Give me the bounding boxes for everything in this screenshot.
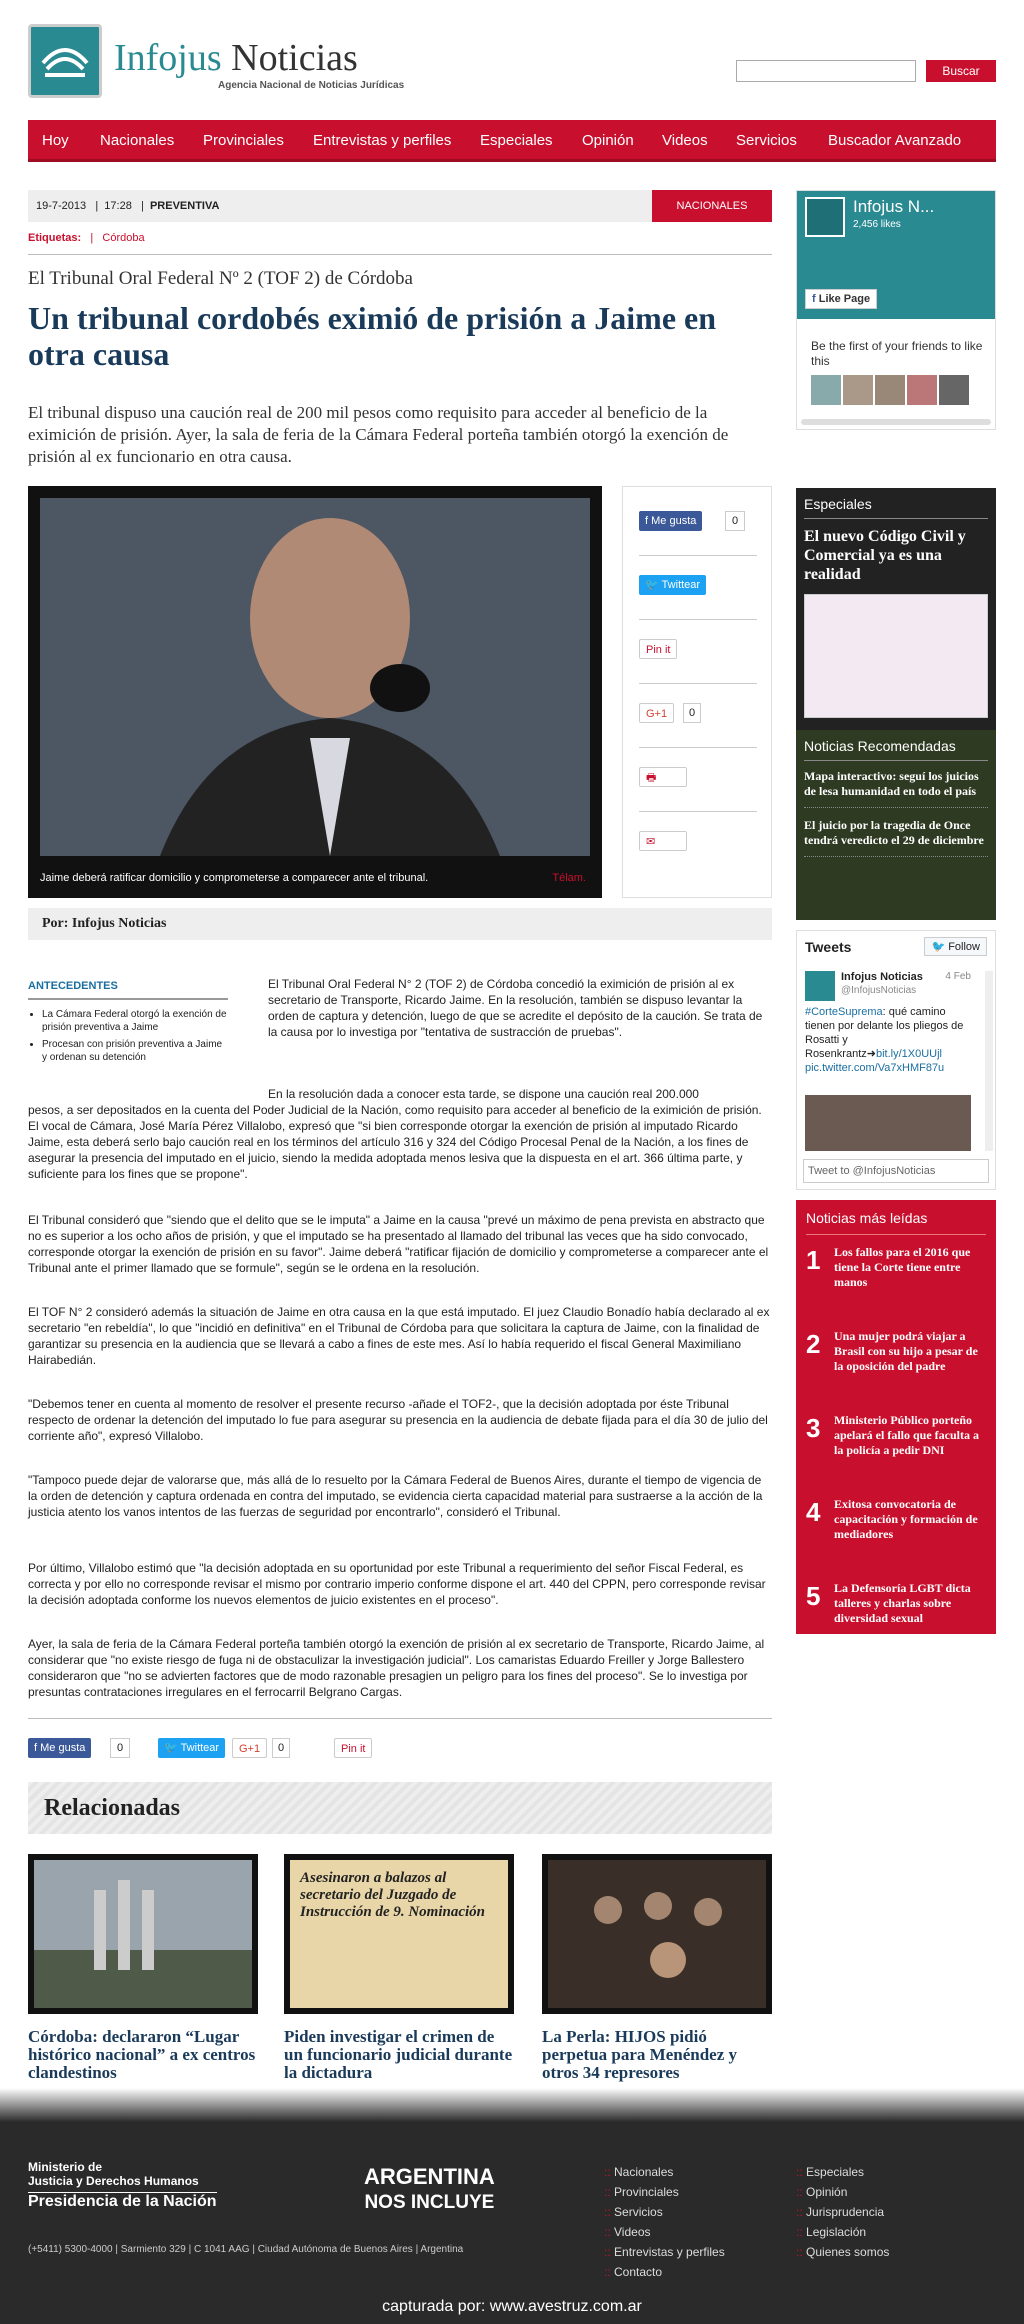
facebook-like-button[interactable] bbox=[28, 1738, 91, 1758]
facebook-like-label: Me gusta bbox=[651, 515, 697, 527]
nav-item-nacionales[interactable]: Nacionales bbox=[100, 132, 175, 149]
tweet-date[interactable]: 4 Feb bbox=[945, 971, 971, 982]
fb-friends-text: Be the first of your friends to like this bbox=[811, 339, 983, 368]
article-photo bbox=[28, 486, 602, 898]
share-separator bbox=[639, 555, 757, 556]
footer-links-2 bbox=[796, 2162, 889, 2262]
gplus-count: 0 bbox=[272, 1738, 290, 1758]
avatar bbox=[875, 375, 905, 405]
mas-leida-item[interactable] bbox=[806, 1581, 986, 1665]
twitter-icon: 🐦 bbox=[164, 1742, 178, 1754]
mas-leida-title[interactable]: Una mujer podrá viajar a Brasil con su hijo a pesar de la oposición del padre bbox=[834, 1329, 978, 1373]
section-tag[interactable]: NACIONALES bbox=[652, 190, 772, 222]
antecedente-link[interactable]: • La Cámara Federal otorgó la exención de prisión preventiva a Jaime bbox=[42, 1008, 228, 1034]
infojus-logo-icon bbox=[805, 197, 845, 237]
article-paragraph: El Tribunal Oral Federal N° 2 (TOF 2) de Córdoba concedió la eximición de prisión al ex secretario de Transporte, Ricardo Jaime. En la resolución, también se dispuso levantar la orden de captura y detención, luego de que se acredite el depósito de la caución. Se trata de la causa por lo investiga por "tentativa de sustracción de pruebas". bbox=[268, 977, 763, 1039]
bottom-share-bar bbox=[28, 1738, 772, 1762]
facebook-icon: f bbox=[34, 1742, 38, 1754]
gplus-button[interactable]: G+1 bbox=[639, 703, 674, 723]
footer-link[interactable]: :: Jurisprudencia bbox=[796, 2202, 889, 2222]
nav-item-opinion[interactable]: Opinión bbox=[582, 132, 634, 149]
ministry-line: Ministerio de bbox=[28, 2160, 103, 2174]
twitter-button[interactable] bbox=[158, 1738, 225, 1758]
tweet-link[interactable]: pic.twitter.com/Va7xHMF87u bbox=[805, 1062, 945, 1074]
mas-leida-item[interactable] bbox=[806, 1329, 986, 1413]
avatar bbox=[907, 375, 937, 405]
especiales-title: Especiales bbox=[804, 496, 988, 519]
antecedentes-title: ANTECEDENTES bbox=[28, 980, 228, 1000]
antecedentes-box bbox=[28, 980, 228, 1068]
print-button[interactable] bbox=[639, 767, 687, 787]
footer-link[interactable]: :: Legislación bbox=[796, 2222, 889, 2242]
nav-item-buscador[interactable]: Buscador Avanzado bbox=[828, 132, 962, 149]
pinterest-button[interactable]: Pin it bbox=[334, 1738, 372, 1758]
facebook-like-label: Me gusta bbox=[40, 1742, 86, 1754]
rank-number: 3 bbox=[806, 1413, 821, 1443]
share-separator bbox=[639, 683, 757, 684]
antecedente-link[interactable]: • Procesan con prisión preventiva a Jaime y ordenan su detención bbox=[42, 1038, 228, 1064]
article-paragraph: "Tampoco puede dejar de valorarse que, más allá de lo resuelto por la Cámara Federal de Buenos Aires, durante el tiempo de vigencia de la orden de detención y captura ordenada en contra del imputado, se evidencia cierta capacidad material para sustraerse a la acción de la justicia atento los vanos intentos de las fuerzas de seguridad por encontrarlo", consideró el Tribunal. bbox=[28, 1473, 763, 1519]
footer-links-1 bbox=[604, 2162, 725, 2282]
article-paragraph: El Tribunal consideró que "siendo que el delito que se le imputa" a Jaime en la causa "prevé un máximo de pena prevista en abstracto que no es superior a los ocho años de prisión, y que el imputado se ha presentado al llamado del tribunal las veces que ha sido convocado, corresponde otorgar la exención de prisión en su favor". Jaime deberá "ratificar fijación de domicilio y comprometerse a comparecer ante el Tribunal ante el primer llamado que se formule", según se le ordena en la resolución. bbox=[28, 1213, 769, 1275]
article-paragraph: El TOF N° 2 consideró además la situación de Jaime en otra causa en la que está imputado. El juez Claudio Bonadío había declarado al ex secretario "en rebeldía", lo que "incidió en definitiva" en el Tribunal de Córdoba para que solicitara la captura de Jaime, con la finalidad de garantizar su presencia en la audiencia que se llevará a cabo a fines de este mes. Así lo había requerido el fiscal General Maximiliano Hairabedián. bbox=[28, 1305, 770, 1367]
related-title[interactable]: Córdoba: declararon “Lugar histórico nacional” a ex centros clandestinos bbox=[28, 2027, 256, 2082]
footer-fade bbox=[0, 2088, 1024, 2122]
footer-link[interactable]: :: Entrevistas y perfiles bbox=[604, 2242, 725, 2262]
footer-link[interactable]: :: Provinciales bbox=[604, 2182, 725, 2202]
twitter-button[interactable] bbox=[639, 575, 706, 595]
facebook-page-widget[interactable] bbox=[796, 190, 996, 430]
tweet-hashtag[interactable]: #CorteSuprema bbox=[805, 1006, 883, 1018]
footer-link[interactable]: :: Contacto bbox=[604, 2262, 725, 2282]
photo-jaime bbox=[40, 498, 590, 856]
tweet-user[interactable]: Infojus Noticias bbox=[841, 971, 923, 983]
fb-page-name[interactable]: Infojus N... bbox=[853, 197, 935, 216]
facebook-icon: f bbox=[812, 293, 816, 305]
article-time: 17:28 bbox=[104, 200, 132, 212]
footer-link[interactable]: :: Opinión bbox=[796, 2182, 889, 2202]
tweet-image[interactable] bbox=[805, 1095, 971, 1151]
especiales-image[interactable] bbox=[804, 594, 988, 718]
article-author: Por: Infojus Noticias bbox=[28, 908, 772, 940]
especiales-headline[interactable]: El nuevo Código Civil y Comercial ya es una realidad bbox=[804, 528, 966, 583]
fb-like-count: 2,456 likes bbox=[853, 219, 901, 230]
nav-item-entrevistas[interactable]: Entrevistas y perfiles bbox=[313, 132, 452, 149]
avatar bbox=[805, 971, 835, 1001]
related-title[interactable]: La Perla: HIJOS pidió perpetua para Menéndez y otros 34 represores bbox=[542, 2027, 738, 2082]
argentina-line: ARGENTINA bbox=[364, 2164, 495, 2189]
facebook-like-button[interactable] bbox=[639, 511, 702, 531]
avatar bbox=[843, 375, 873, 405]
divider bbox=[28, 254, 772, 255]
nav-item-provinciales[interactable]: Provinciales bbox=[203, 132, 284, 149]
nav-item-hoy[interactable]: Hoy bbox=[42, 132, 69, 149]
ministry-line: Justicia y Derechos Humanos bbox=[28, 2174, 199, 2188]
share-separator bbox=[639, 811, 757, 812]
footer-link[interactable]: :: Nacionales bbox=[604, 2162, 725, 2182]
share-separator bbox=[639, 747, 757, 748]
fb-friend-avatars bbox=[811, 375, 987, 407]
gplus-count: 0 bbox=[683, 703, 701, 723]
related-item[interactable] bbox=[284, 1854, 514, 2082]
recomendadas-title: Noticias Recomendadas bbox=[804, 738, 988, 761]
site-header bbox=[28, 24, 996, 104]
rank-number: 2 bbox=[806, 1329, 821, 1359]
mas-leida-item[interactable] bbox=[806, 1413, 986, 1497]
recomendadas-box bbox=[796, 730, 996, 920]
twitter-follow-label: Follow bbox=[948, 941, 980, 953]
twitter-label: Twittear bbox=[180, 1742, 220, 1754]
recomendada-link[interactable]: El juicio por la tragedia de Once tendrá veredicto el 29 de diciembre bbox=[804, 818, 988, 857]
ministry-logo[interactable] bbox=[28, 2160, 217, 2209]
gplus-button[interactable]: G+1 bbox=[232, 1738, 267, 1758]
facebook-like-count: 0 bbox=[725, 511, 745, 531]
related-item[interactable] bbox=[542, 1854, 772, 2082]
divider bbox=[28, 1718, 772, 1719]
mas-leida-item[interactable] bbox=[806, 1497, 986, 1581]
related-image[interactable] bbox=[28, 1854, 258, 2014]
search-button[interactable]: Buscar bbox=[926, 60, 996, 82]
printer-icon: 🖶 bbox=[646, 772, 657, 784]
site-title[interactable]: Infojus Noticias bbox=[114, 37, 358, 79]
twitter-follow-button[interactable] bbox=[924, 937, 987, 956]
related-header: Relacionadas bbox=[28, 1782, 772, 1834]
tweets-scrollbar[interactable] bbox=[985, 971, 993, 1151]
pinterest-button[interactable]: Pin it bbox=[639, 639, 677, 659]
related-image[interactable] bbox=[542, 1854, 772, 2014]
mas-leida-title[interactable]: Los fallos para el 2016 que tiene la Corte tiene entre manos bbox=[834, 1245, 971, 1289]
nav-item-especiales[interactable]: Especiales bbox=[480, 132, 553, 149]
avatar bbox=[811, 375, 841, 405]
article-kicker: El Tribunal Oral Federal Nº 2 (TOF 2) de Córdoba bbox=[28, 268, 413, 289]
share-separator bbox=[639, 619, 757, 620]
main-nav bbox=[28, 120, 996, 162]
fb-scrollbar[interactable] bbox=[801, 419, 991, 425]
photo-credit: Télam. bbox=[552, 872, 586, 884]
mas-leida-title[interactable]: La Defensoría LGBT dicta talleres y charlas sobre diversidad sexual bbox=[834, 1581, 971, 1625]
facebook-icon: f bbox=[645, 515, 649, 527]
related-title[interactable]: Piden investigar el crimen de un funcionario judicial durante la dictadura bbox=[284, 2027, 513, 2082]
mas-leida-item[interactable] bbox=[806, 1245, 986, 1329]
mas-leida-title[interactable]: Ministerio Público porteño apelará el fallo que faculta a la policía a pedir DNI bbox=[834, 1413, 979, 1457]
site-subtitle: Agencia Nacional de Noticias Jurídicas bbox=[218, 80, 405, 91]
tweet-handle[interactable]: @InfojusNoticias bbox=[841, 985, 917, 996]
footer-link[interactable]: :: Videos bbox=[604, 2222, 725, 2242]
tweet-text: : qué camino tienen por delante los pliegos de Rosatti y Rosenkrantz➜ bbox=[805, 1006, 964, 1060]
article-paragraph: pesos, a ser depositados en la cuenta del Poder Judicial de la Nación, como requisito para acceder al beneficio de la eximición de prisión. El vocal de Cámara, José María Pérez Villalobo, expresó que "si bien corresponde otorgar la exención de prisión al imputado Ricardo Jaime, esta deberá serlo bajo caución real en los términos del artículo 316 y 324 del Código Procesal Penal de la Nación, a los fines de asegurar la presencia del imputado en el juicio, siendo la medida adoptada menos lesiva que la dispuesta en el art. 366 última parte, y suficiente para los fines que se propone". bbox=[28, 1103, 762, 1181]
tweet-to-input[interactable]: Tweet to @InfojusNoticias bbox=[803, 1159, 989, 1183]
email-button[interactable] bbox=[639, 831, 687, 851]
search-input[interactable] bbox=[736, 60, 916, 82]
facebook-like-count: 0 bbox=[110, 1738, 130, 1758]
infojus-logo-icon[interactable] bbox=[28, 24, 102, 98]
twitter-label: Twittear bbox=[661, 579, 701, 591]
share-column bbox=[622, 486, 772, 898]
related-item[interactable] bbox=[28, 1854, 258, 2082]
twitter-widget bbox=[796, 930, 996, 1190]
article-meta-bar: 19-7-2013 | 17:28 | PREVENTIVA NACIONALES bbox=[28, 190, 772, 222]
related-news-clip: Asesinaron a balazos al secretario del Juzgado de Instrucción de 9. Nominación bbox=[300, 1870, 486, 1920]
related-image[interactable] bbox=[284, 1854, 514, 2014]
nav-item-videos[interactable]: Videos bbox=[662, 132, 708, 149]
article-lead: El tribunal dispuso una caución real de 200 mil pesos como requisito para acceder al beneficio de la eximición de prisión. Ayer, la sala de feria de la Cámara Federal porteña también otorgó la exención de prisión al ex funcionario en otra causa. bbox=[28, 403, 729, 466]
avatar bbox=[939, 375, 969, 405]
footer-link[interactable]: :: Quienes somos bbox=[796, 2242, 889, 2262]
rank-number: 1 bbox=[806, 1245, 821, 1275]
site-footer bbox=[0, 2122, 1024, 2324]
twitter-icon: 🐦 bbox=[931, 941, 946, 953]
nav-item-servicios[interactable]: Servicios bbox=[736, 132, 797, 149]
twitter-icon: 🐦 bbox=[645, 579, 659, 591]
fb-like-page-label: Like Page bbox=[818, 293, 871, 305]
article-date: 19-7-2013 bbox=[36, 200, 87, 212]
envelope-icon: ✉ bbox=[646, 836, 656, 848]
tweet-link[interactable]: bit.ly/1X0UUjl bbox=[875, 1048, 942, 1060]
article-paragraph: Ayer, la sala de feria de la Cámara Federal porteña también otorgó la exención de prisión al ex secretario de Transporte, Ricardo Jaime, al considerar que "no existe riesgo de fuga ni de obstaculizar la investigación judicial". Los camaristas Eduardo Freiller y Jorge Ballestero consideraron que "no se advierten factores que de modo razonable presagien un peligro para los fines del proceso". Se lo investiga por presuntas contrataciones irregulares en el ferrocarril Belgrano Cargas. bbox=[28, 1637, 765, 1699]
capture-credit: capturada por: www.avestruz.com.ar bbox=[382, 2298, 642, 2315]
article-paragraph: En la resolución dada a conocer esta tarde, se dispone una caución real 200.000 bbox=[268, 1087, 699, 1101]
footer-address: (+5411) 5300-4000 | Sarmiento 329 | C 1041 AAG | Ciudad Autónoma de Buenos Aires | Argentina bbox=[28, 2244, 464, 2255]
footer-link[interactable]: :: Servicios bbox=[604, 2202, 725, 2222]
tweet-body bbox=[805, 1005, 971, 1075]
article-label: PREVENTIVA bbox=[149, 200, 220, 212]
argentina-line: NOS INCLUYE bbox=[364, 2192, 495, 2213]
tweets-title: Tweets bbox=[805, 939, 852, 955]
tags-label: Etiquetas: bbox=[28, 232, 82, 244]
photo-caption: Jaime deberá ratificar domicilio y comprometerse a comparecer ante el tribunal. bbox=[40, 872, 429, 884]
footer-link[interactable]: :: Especiales bbox=[796, 2162, 889, 2182]
presidencia-line: Presidencia de la Nación bbox=[28, 2193, 217, 2210]
article-headline: Un tribunal cordobés eximió de prisión a Jaime en otra causa bbox=[28, 300, 717, 372]
mas-leida-title[interactable]: Exitosa convocatoria de capacitación y formación de mediadores bbox=[834, 1497, 978, 1541]
fb-like-page-button[interactable] bbox=[805, 289, 877, 309]
recomendada-link[interactable]: Mapa interactivo: seguí los juicios de lesa humanidad en todo el país bbox=[804, 769, 988, 808]
tag-cordoba[interactable]: Córdoba bbox=[102, 232, 145, 244]
mas-leidas-box bbox=[796, 1200, 996, 1634]
rank-number: 4 bbox=[806, 1497, 821, 1527]
article-paragraph: "Debemos tener en cuenta al momento de resolver el presente recurso -añade el TOF2-, que la decisión adoptada por éste Tribunal respecto de ordenar la detención del imputado lo fue para asegurar su presencia en la audiencia de debate fijada para el día 30 de julio del corriente año", expresó Villalobo. bbox=[28, 1397, 768, 1443]
rank-number: 5 bbox=[806, 1581, 821, 1611]
argentina-logo[interactable] bbox=[364, 2164, 495, 2216]
tags-row bbox=[28, 232, 145, 244]
mas-leidas-title: Noticias más leídas bbox=[806, 1210, 986, 1235]
article-paragraph: Por último, Villalobo estimó que "la decisión adoptada en su oportunidad por este Tribunal a requerimiento del señor Fiscal Federal, es correcta y por ello no corresponde revisar el mismo por contrario imperio conforme dispone el art. 440 del CPPN, pero corresponde revisar la decisión adoptada conforme los nuevos elementos de juicio existentes en el proceso". bbox=[28, 1561, 766, 1607]
fb-cover bbox=[797, 191, 995, 319]
tags-sep: | bbox=[90, 232, 94, 244]
